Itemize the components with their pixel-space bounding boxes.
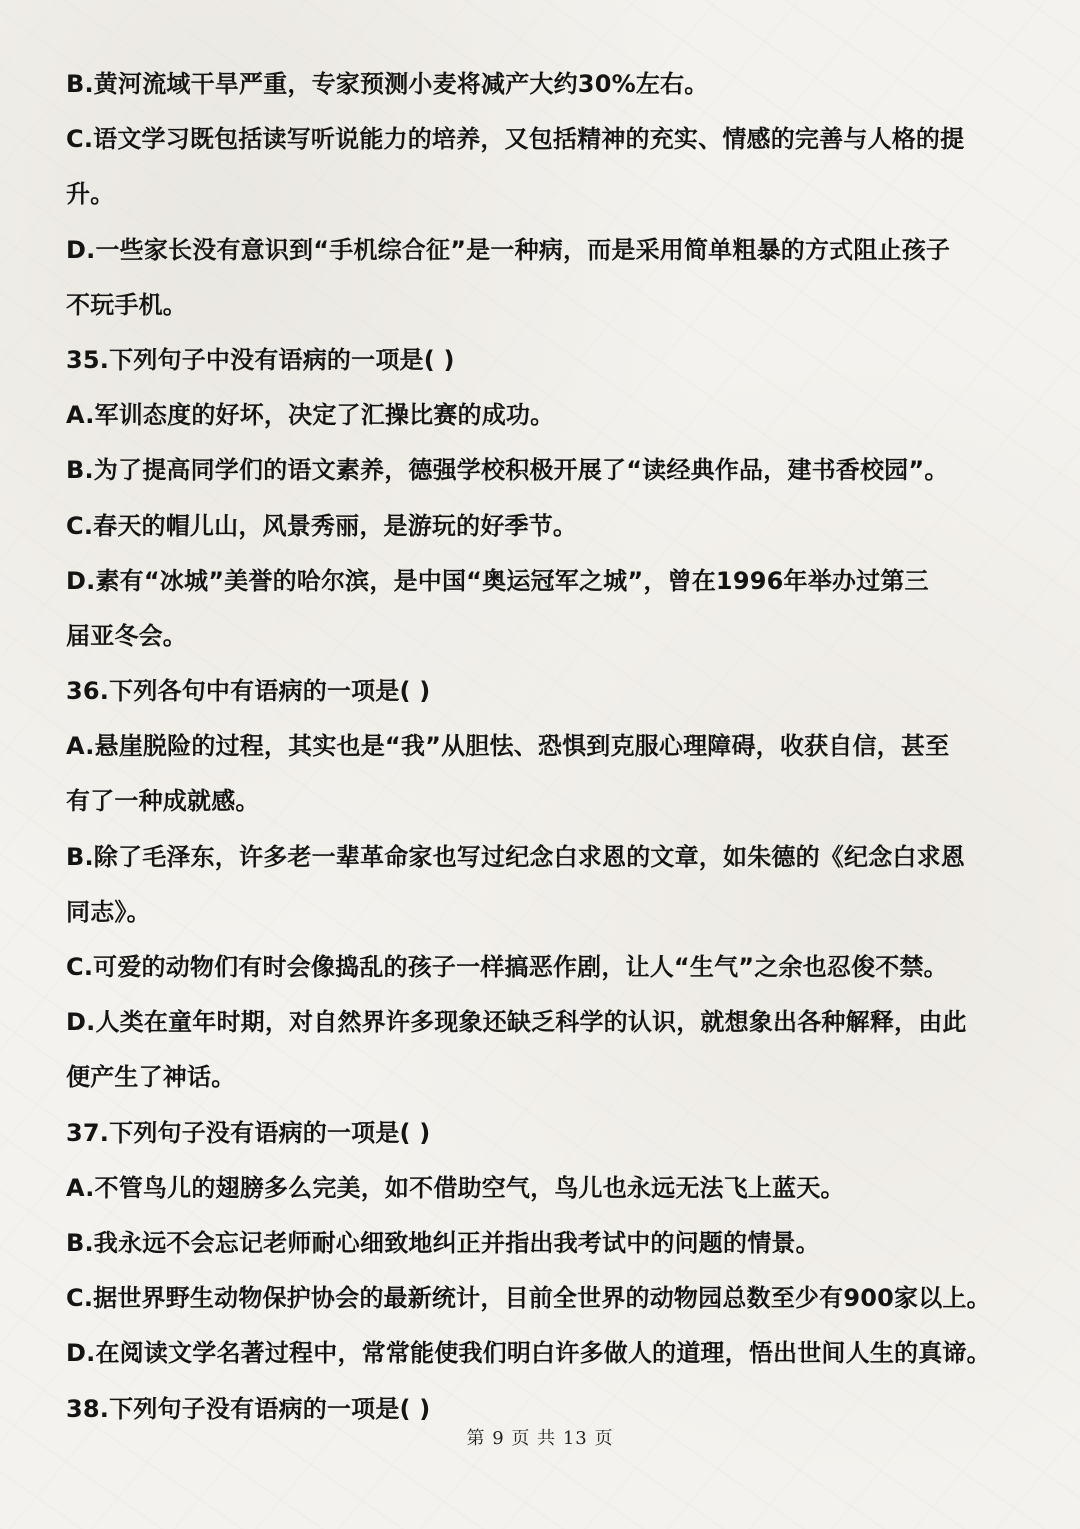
option-line-continuation: 不玩手机。: [66, 290, 187, 319]
option-line: D.人类在童年时期，对自然界许多现象还缺乏科学的认识，就想象出各种解释，由此: [66, 1008, 967, 1037]
option-line: B.为了提高同学们的语文素养，德强学校积极开展了“读经典作品，建书香校园”。: [66, 456, 949, 485]
option-line: D.一些家长没有意识到“手机综合征”是一种病，而是采用简单粗暴的方式阻止孩子: [66, 235, 951, 264]
question-38: 38.下列句子没有语病的一项是( ): [66, 1394, 431, 1423]
option-line: A.军训态度的好坏，决定了汇操比赛的成功。: [66, 401, 555, 430]
question-36: 36.下列各句中有语病的一项是( ): [66, 677, 431, 706]
option-line-continuation: 有了一种成就感。: [66, 787, 260, 816]
option-line-continuation: 便产生了神话。: [66, 1063, 236, 1092]
document-body: [66, 57, 1046, 1437]
option-line: D.素有“冰城”美誉的哈尔滨，是中国“奥运冠军之城”，曾在1996年举办过第三: [66, 566, 929, 595]
option-line: C.据世界野生动物保护协会的最新统计，目前全世界的动物园总数至少有900家以上。: [66, 1284, 991, 1313]
option-line: A.不管鸟儿的翅膀多么完美，如不借助空气，鸟儿也永远无法飞上蓝天。: [66, 1173, 845, 1202]
option-line: D.在阅读文学名著过程中，常常能使我们明白许多做人的道理，悟出世间人生的真谛。: [66, 1339, 991, 1368]
option-line: B.我永远不会忘记老师耐心细致地纠正并指出我考试中的问题的情景。: [66, 1228, 820, 1257]
option-line: A.悬崖脱险的过程，其实也是“我”从胆怯、恐惧到克服心理障碍，收获自信，甚至: [66, 732, 950, 761]
option-line: B.除了毛泽东，许多老一辈革命家也写过纪念白求恩的文章，如朱德的《纪念白求恩: [66, 842, 966, 871]
option-line-continuation: 届亚冬会。: [66, 621, 187, 650]
option-line: C.春天的帽儿山，风景秀丽，是游玩的好季节。: [66, 511, 578, 540]
question-37: 37.下列句子没有语病的一项是( ): [66, 1118, 431, 1147]
option-line: B.黄河流域干旱严重，专家预测小麦将减产大约30%左右。: [66, 70, 709, 98]
option-line: C.语文学习既包括读写听说能力的培养，又包括精神的充实、情感的完善与人格的提: [66, 125, 965, 154]
question-35: 35.下列句子中没有语病的一项是( ): [66, 345, 455, 374]
page-footer: 第 9 页 共 13 页: [466, 1428, 614, 1449]
option-line-continuation: 同志》。: [66, 897, 151, 926]
option-line: C.可爱的动物们有时会像捣乱的孩子一样搞恶作剧，让人“生气”之余也忍俊不禁。: [66, 953, 948, 981]
option-line-continuation: 升。: [66, 180, 115, 209]
